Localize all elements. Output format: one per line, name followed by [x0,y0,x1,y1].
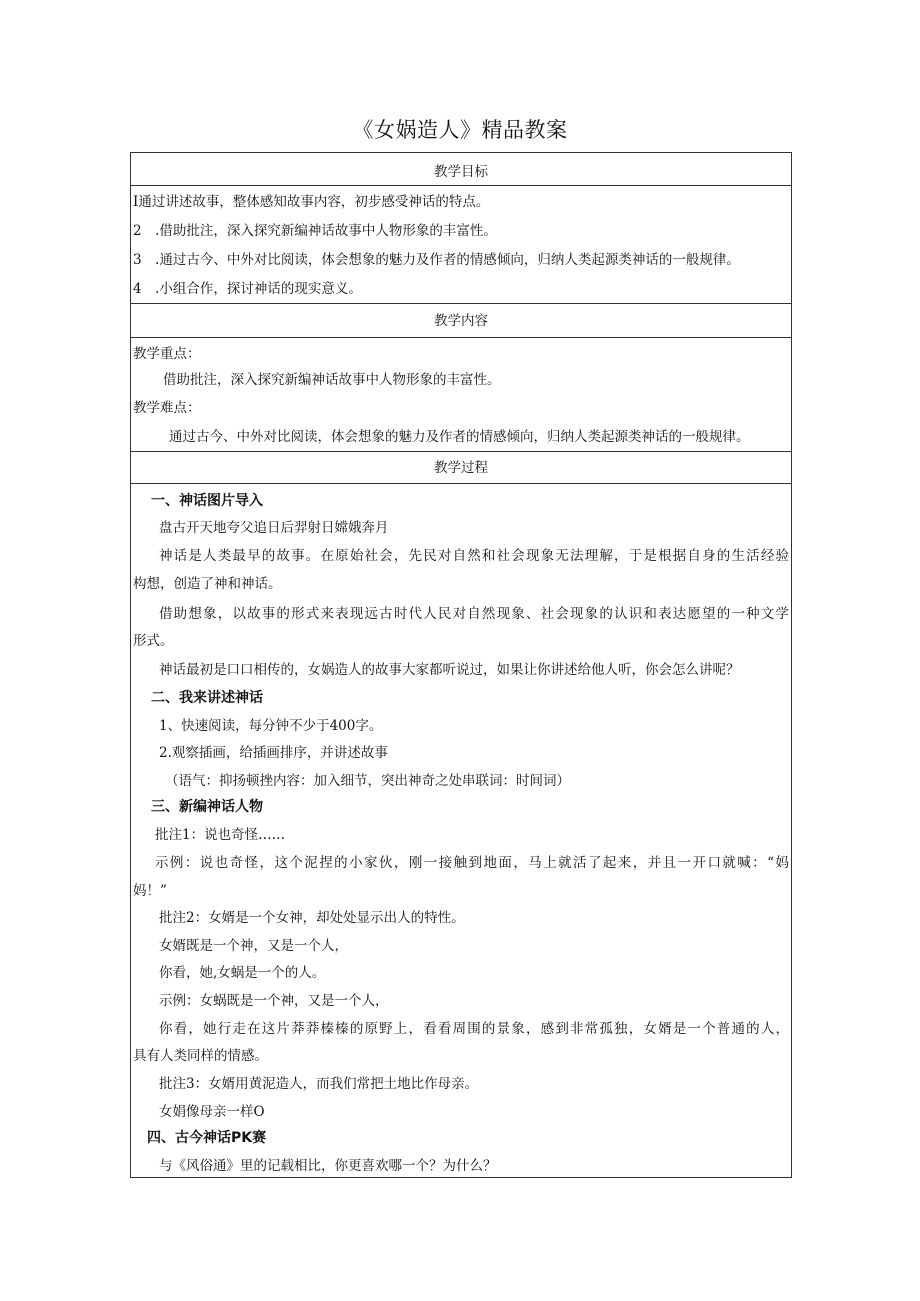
example-1: 示例：说也奇怪，这个泥捏的小家伙，刚一接触到地面，马上就活了起来，并且一开口就喊：“妈 [155,855,789,871]
example-2-para: 你看，她行走在这片莽莽榛榛的原野上，看看周围的景象，感到非常孤独，女婿是一个普通的人， [159,1021,789,1037]
annotation-2-line1: 女婿既是一个神，又是一个人， [159,938,348,954]
key-point-label: 教学重点： [133,346,201,362]
annotation-3: 批注3：女婿用黄泥造人，而我们常把土地比作母亲。 [159,1076,479,1092]
section-2-line3: （语气：抑扬顿挫内容：加入细节，突出神奇之处串联词：时间词） [165,773,570,789]
section-1-title: 一、神话图片导入 [151,493,263,509]
row-divider [131,451,791,452]
page-title: 《女娲造人》精品教案 [352,118,568,142]
section-2-line2: 2.观察插画，给插画排序，并讲述故事 [159,745,388,761]
row-divider [131,303,791,304]
section-1-para2-cont: 形式。 [133,633,174,649]
row-divider [131,185,791,186]
difficulty-text: 通过古今、中外对比阅读，体会想象的魅力及作者的情感倾向，归纳人类起源类神话的一般规律。 [169,429,750,445]
goal-item-1: I通过讲述故事，整体感知故事内容，初步感受神话的特点。 [133,194,490,210]
goal-item-2: 2 .借助批注，深入探究新编神话故事中人物形象的丰富性。 [133,223,497,239]
goal-item-4: 4 .小组合作，探讨神话的现实意义。 [133,281,362,297]
annotation-2: 批注2：女婿是一个女神，却处处显示出人的特性。 [159,910,465,926]
row-divider [131,483,791,484]
annotation-2-line2: 你看，她,女蜗是一个的人。 [159,965,326,981]
content-heading: 教学内容 [434,313,488,329]
section-1-para3: 神话最初是口口相传的，女娲造人的故事大家都听说过，如果让你讲述给他人听，你会怎么讲呢？ [159,662,740,678]
example-2-para-cont: 具有人类同样的情感。 [133,1048,268,1064]
section-4-title: 四、古今神话PK赛 [147,1130,267,1146]
example-1-cont: 妈！” [133,883,167,899]
example-2: 示例：女蜗既是一个神，又是一个人， [159,993,389,1009]
annotation-3-line1: 女娟像母亲一样O [159,1104,265,1120]
section-3-title: 三、新编神话人物 [151,799,263,815]
section-2-title: 二、我来讲述神话 [151,690,263,706]
difficulty-label: 教学难点： [133,400,201,416]
lesson-plan-table [130,152,792,1178]
process-heading: 教学过程 [434,460,488,476]
goals-heading: 教学目标 [434,164,488,180]
goal-item-3: 3 .通过古今、中外对比阅读，体会想象的魅力及作者的情感倾向，归纳人类起源类神话的一般规律。 [133,252,740,268]
section-1-para1: 神话是人类最早的故事。在原始社会，先民对自然和社会现象无法理解，于是根据自身的生活经验 [159,548,789,564]
section-1-para1-cont: 构想，创造了神和神话。 [133,576,282,592]
annotation-1: 批注1：说也奇怪…… [155,827,286,843]
section-1-myths: 盘古开天地夸父追日后羿射日嫦娥奔月 [159,520,389,536]
row-divider [131,337,791,338]
section-4-line1: 与《风俗通》里的记载相比，你更喜欢哪一个？为什么？ [159,1158,497,1174]
section-2-line1: 1、快速阅读，每分钟不少于400字。 [159,718,383,734]
section-1-para2: 借助想象，以故事的形式来表现远古时代人民对自然现象、社会现象的认识和表达愿望的一种文学 [159,606,789,622]
key-point-text: 借助批注，深入探究新编神话故事中人物形象的丰富性。 [163,372,501,388]
